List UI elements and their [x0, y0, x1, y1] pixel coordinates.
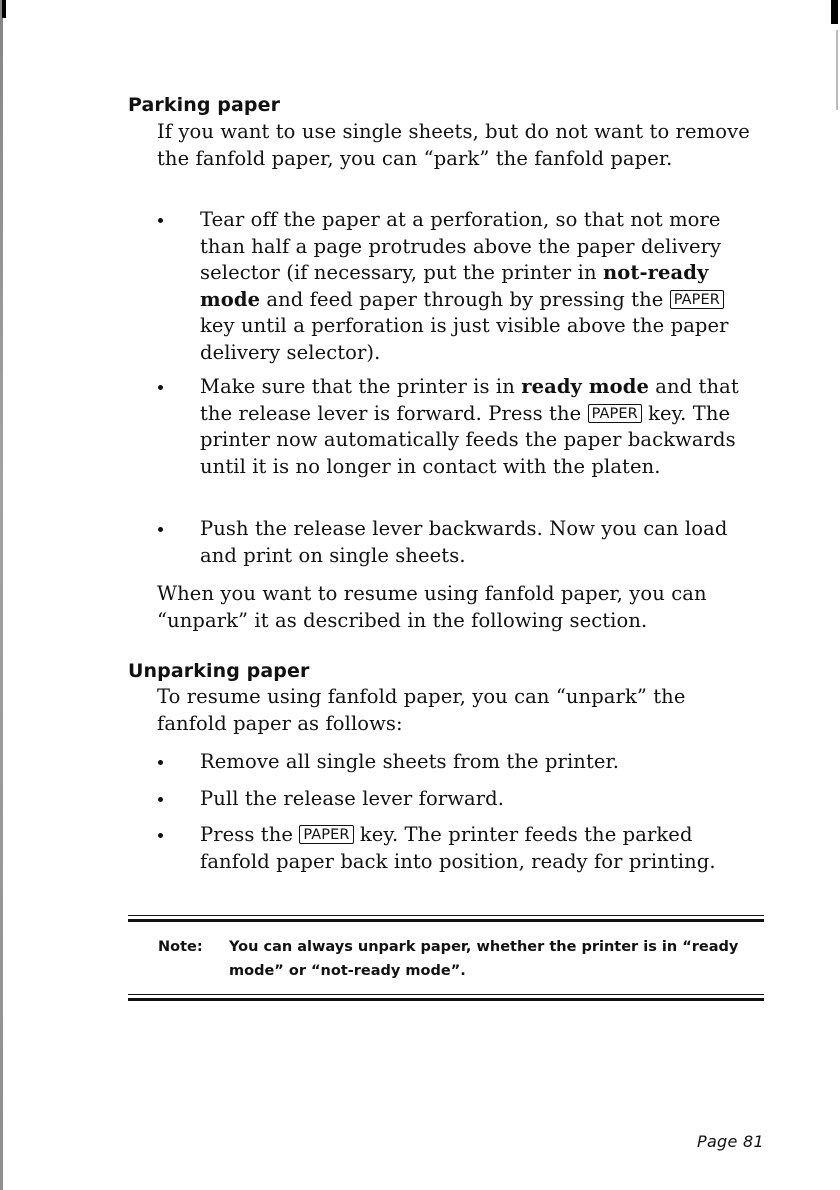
- list-item-text: Make sure that the printer is in: [200, 375, 522, 398]
- section-heading-unparking: Unparking paper: [128, 660, 310, 682]
- note-divider-top-thin: [128, 915, 764, 916]
- note-divider-bottom-thin: [128, 994, 764, 995]
- paper-key-label: PAPER: [670, 290, 724, 309]
- note-divider-bottom: [128, 998, 764, 1001]
- mode-term: not-ready mode: [200, 261, 709, 311]
- parking-intro: If you want to use single sheets, but do not want to remove the fanfold paper, you can “park” the fanfold paper.: [157, 120, 750, 170]
- scan-mark-left: [2, 0, 6, 18]
- unparking-intro: To resume using fanfold paper, you can “unpark” the fanfold paper as follows:: [157, 685, 686, 735]
- paper-key-label: PAPER: [588, 404, 642, 423]
- list-item-text: Press the: [200, 823, 300, 846]
- list-item-text: Tear off the paper at a perforation, so that not more than half a page protrudes above the paper delivery selector (if necessary, put the printer in: [200, 208, 722, 284]
- note-divider-top: [128, 919, 764, 922]
- page-number: Page 81: [697, 1132, 764, 1151]
- list-item-text: Remove all single sheets from the printer.: [200, 750, 620, 773]
- list-item-text: key. The printer feeds the parked fanfold paper back into position, ready for printing.: [200, 823, 716, 873]
- scan-edge-right: [836, 30, 838, 110]
- scan-edge-left: [0, 0, 3, 1190]
- note-text: You can always unpark paper, whether the printer is in “ready mode” or “not-ready mode”.: [229, 939, 739, 979]
- note-label: Note:: [158, 939, 203, 955]
- list-item-text: and that the release lever is forward. Press the: [200, 375, 739, 425]
- list-item-text: Pull the release lever forward.: [200, 787, 505, 810]
- list-item-text: and feed paper through by pressing the: [260, 287, 670, 311]
- paper-key-label: PAPER: [299, 825, 353, 844]
- list-item-text: key. The printer now automatically feeds the paper backwards until it is no longer in contact with the platen.: [200, 401, 736, 478]
- parking-outro: When you want to resume using fanfold paper, you can “unpark” it as described in the following section.: [157, 582, 707, 632]
- mode-term: ready mode: [521, 375, 649, 398]
- list-item-text: key until a perforation is just visible above the paper delivery selector).: [200, 314, 729, 364]
- section-heading-parking: Parking paper: [128, 94, 281, 116]
- scan-mark-right: [831, 0, 838, 24]
- list-item-text: Push the release lever backwards. Now you can load and print on single sheets.: [200, 517, 728, 567]
